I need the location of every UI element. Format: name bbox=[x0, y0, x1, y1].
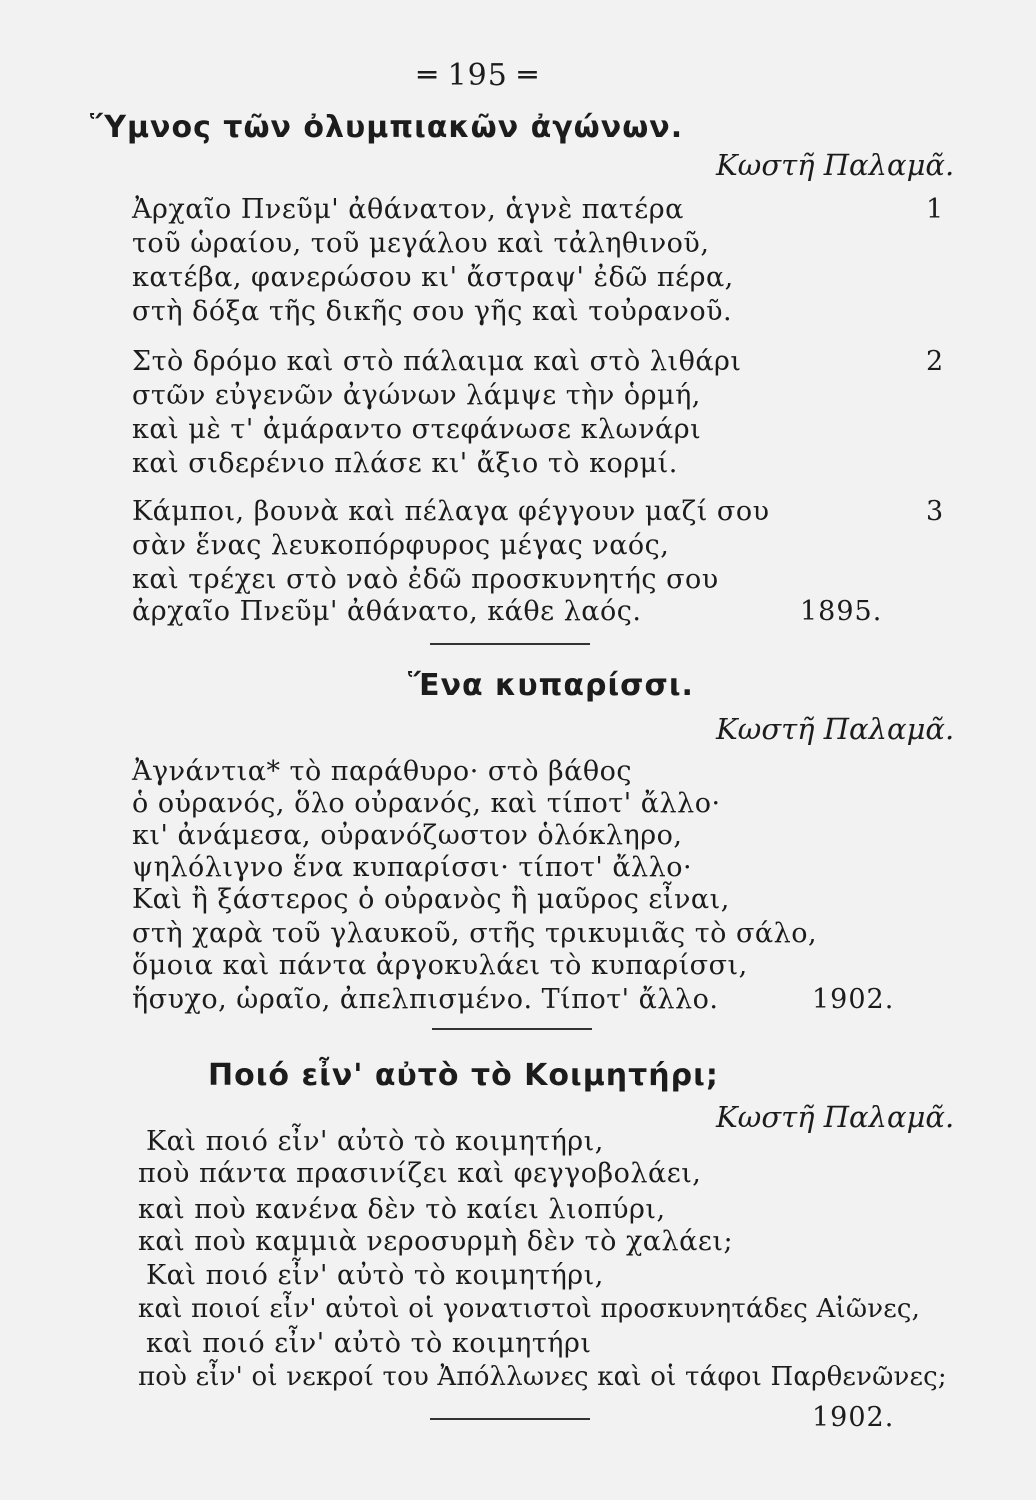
poem-author: Κωστῆ Παλαμᾶ. bbox=[716, 148, 955, 182]
poem-line: τοῦ ὡραίου, τοῦ μεγάλου καὶ τἀληθινοῦ, bbox=[132, 228, 710, 259]
poem-line: ὁ οὐρανός, ὅλο οὐρανός, καὶ τίποτ' ἄλλο· bbox=[132, 788, 721, 819]
poem-line: καὶ τρέχει στὸ ναὸ ἐδῶ προσκυνητής σου bbox=[132, 564, 719, 595]
poem-line: στὴ δόξα τῆς δικῆς σου γῆς καὶ τοὐρανοῦ. bbox=[132, 296, 733, 327]
poem-line: ὅμοια καὶ πάντα ἀργοκυλάει τὸ κυπαρίσσι, bbox=[132, 950, 748, 981]
poem-line: Καὶ ποιό εἶν' αὐτὸ τὸ κοιμητήρι, bbox=[146, 1260, 604, 1291]
stanza-number: 2 bbox=[926, 346, 944, 377]
poem-line: καὶ μὲ τ' ἀμάραντο στεφάνωσε κλωνάρι bbox=[132, 414, 702, 445]
poem-year: 1895. bbox=[800, 596, 883, 627]
poem-title: Ποιό εἶν' αὐτὸ τὸ Κοιμητήρι; bbox=[208, 1058, 719, 1093]
poem-line: καὶ ποιό εἶν' αὐτὸ τὸ κοιμητήρι bbox=[146, 1328, 592, 1359]
poem-line: καὶ σιδερένιο πλάσε κι' ἄξιο τὸ κορμί. bbox=[132, 448, 678, 479]
poem-line: Κάμποι, βουνὰ καὶ πέλαγα φέγγουν μαζί σου bbox=[132, 496, 770, 527]
poem-line: Ἀρχαῖο Πνεῦμ' ἀθάνατον, ἁγνὲ πατέρα bbox=[132, 194, 684, 225]
poem-title: Ἕνα κυπαρίσσι. bbox=[408, 668, 694, 703]
poem-line: καὶ ποὺ καμμιὰ νεροσυρμὴ δὲν τὸ χαλάει; bbox=[138, 1226, 734, 1257]
poem-line: κατέβα, φανερώσου κι' ἄστραψ' ἐδῶ πέρα, bbox=[132, 262, 734, 293]
section-divider bbox=[432, 1028, 592, 1030]
poem-line: Καὶ ἢ ξάστερος ὁ οὐρανὸς ἢ μαῦρος εἶναι, bbox=[132, 884, 730, 915]
poem-line: σὰν ἕνας λευκοπόρφυρος μέγας ναός, bbox=[132, 530, 670, 561]
poem-line: Ἀγνάντια* τὸ παράθυρο· στὸ βάθος bbox=[132, 756, 633, 787]
poem-line: στῶν εὐγενῶν ἀγώνων λάμψε τὴν ὁρμή, bbox=[132, 380, 701, 411]
poem-author: Κωστῆ Παλαμᾶ. bbox=[716, 1100, 955, 1134]
poem-year: 1902. bbox=[812, 1402, 895, 1433]
poem-line: ἀρχαῖο Πνεῦμ' ἀθάνατο, κάθε λαός. bbox=[132, 596, 642, 627]
page-number: ═ 195 ═ bbox=[418, 58, 538, 93]
poem-author: Κωστῆ Παλαμᾶ. bbox=[716, 712, 955, 746]
poem-line: καὶ ποιοί εἶν' αὐτοὶ οἱ γονατιστοὶ προσκυνητάδες Αἰῶνες, bbox=[138, 1294, 921, 1324]
poem-year: 1902. bbox=[812, 984, 895, 1015]
poem-line: ποὺ εἶν' οἱ νεκροί του Ἀπόλλωνες καὶ οἱ τάφοι Παρθενῶνες; bbox=[138, 1362, 947, 1392]
poem-title: Ὕμνος τῶν ὀλυμπιακῶν ἀγώνων. bbox=[90, 110, 684, 145]
stanza-number: 1 bbox=[926, 194, 944, 225]
poem-line: στὴ χαρὰ τοῦ γλαυκοῦ, στῆς τρικυμιᾶς τὸ σάλο, bbox=[132, 918, 818, 949]
poem-line: ποὺ πάντα πρασινίζει καὶ φεγγοβολάει, bbox=[138, 1158, 702, 1189]
section-divider bbox=[430, 643, 590, 645]
section-divider bbox=[430, 1418, 590, 1420]
poem-line: Στὸ δρόμο καὶ στὸ πάλαιμα καὶ στὸ λιθάρι bbox=[132, 346, 742, 377]
poem-line: καὶ ποὺ κανένα δὲν τὸ καίει λιοπύρι, bbox=[138, 1194, 666, 1225]
stanza-number: 3 bbox=[926, 496, 944, 527]
poem-line: ψηλόλιγνο ἕνα κυπαρίσσι· τίποτ' ἄλλο· bbox=[132, 852, 693, 883]
poem-line: κι' ἀνάμεσα, οὐρανόζωστον ὁλόκληρο, bbox=[132, 820, 683, 851]
poem-line: ἥσυχο, ὡραῖο, ἀπελπισμένο. Τίποτ' ἄλλο. bbox=[132, 984, 719, 1015]
poem-line: Καὶ ποιό εἶν' αὐτὸ τὸ κοιμητήρι, bbox=[146, 1126, 604, 1157]
